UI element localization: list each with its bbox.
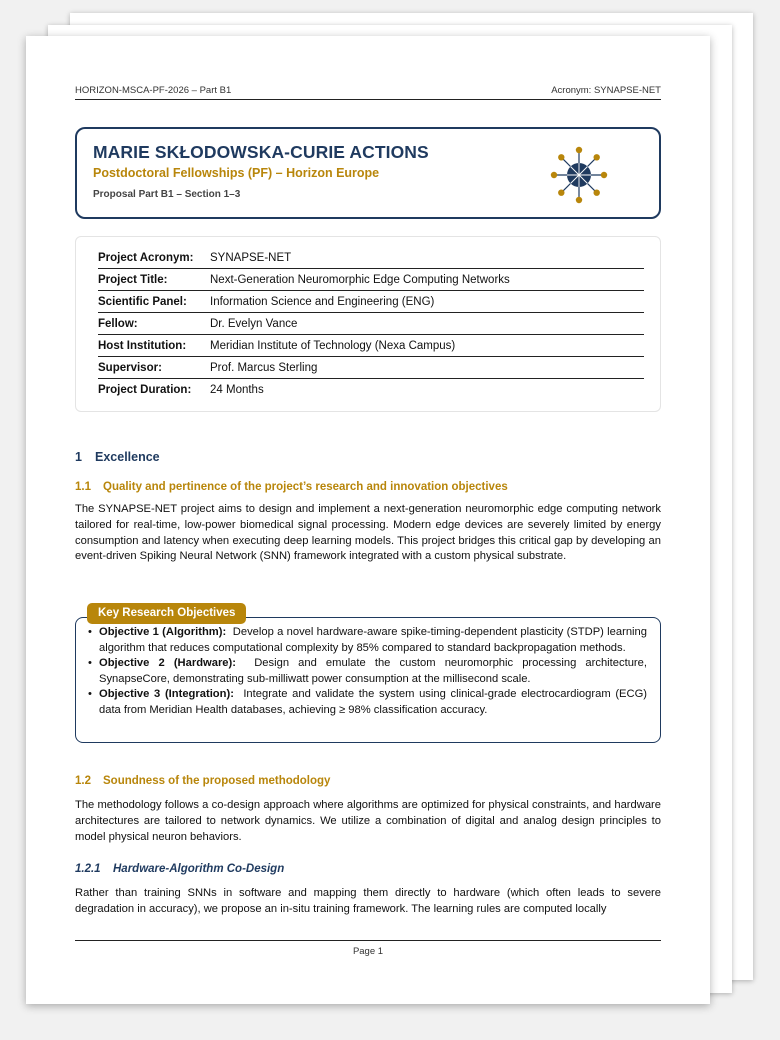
document-page — [26, 36, 710, 1004]
subsection-number: 1.1 — [75, 481, 91, 493]
header-call-id: HORIZON-MSCA-PF-2026 – Part B1 — [75, 85, 232, 96]
subsection-heading-methodology — [75, 775, 330, 787]
objective-text: Integrate and validate the system using clinical-grade electrocardiogram (ECG) data from Meridian Health databases, achieving ≥ 98% classification accuracy. — [99, 688, 648, 716]
page-number: Page 1 — [352, 946, 384, 957]
info-value: Meridian Institute of Technology (Nexa Campus) — [210, 335, 644, 357]
paragraph-methodology: The methodology follows a co-design approach where algorithms are optimized for physical constraints, and hardware architectures are tailored to network dynamics. We utilize a combination of digital and analog design principles to model physical neuron behaviors. — [75, 799, 661, 843]
table-row — [98, 269, 644, 291]
table-row — [98, 379, 644, 401]
info-value: Dr. Evelyn Vance — [210, 313, 644, 335]
footer-rule — [75, 940, 661, 941]
table-row — [98, 247, 644, 269]
subsubsection-number: 1.2.1 — [75, 863, 101, 875]
objective-text: Design and emulate the custom neuromorphic processing architecture, SynapseCore, demonstrating sub-milliwatt power consumption at the millisecond scale. — [99, 657, 647, 685]
running-header — [75, 85, 661, 100]
network-logo-icon — [549, 145, 609, 205]
subsection-heading-objectives — [75, 481, 508, 493]
section-title: Excellence — [95, 450, 160, 464]
list-item — [88, 687, 647, 718]
header-acronym: Acronym: SYNAPSE-NET — [551, 85, 661, 96]
paragraph-codesign: Rather than training SNNs in software and mapping them directly to hardware (which often leads to severe degradation in accuracy), we propose an in-situ training framework. The learning rules are computed locally — [75, 887, 661, 915]
table-row — [98, 313, 644, 335]
section-number: 1 — [75, 450, 82, 464]
info-value: 24 Months — [210, 383, 264, 396]
key-objectives-tag: Key Research Objectives — [87, 603, 246, 624]
info-key: Project Acronym: — [98, 247, 210, 269]
objective-label: Objective 1 (Algorithm): — [99, 626, 227, 638]
project-info-table — [98, 247, 644, 400]
programme-subtitle: Postdoctoral Fellowships (PF) – Horizon Europe — [93, 166, 380, 180]
title-box — [75, 127, 661, 219]
objective-text: Develop a novel hardware-aware spike-timing-dependent plasticity (STDP) learning algorithm that reduces computational complexity by 85% compared to standard backpropagation methods. — [99, 626, 647, 654]
info-key: Host Institution: — [98, 335, 210, 357]
info-value: Information Science and Engineering (ENG) — [210, 291, 644, 313]
subsubsection-title: Hardware-Algorithm Co-Design — [113, 863, 285, 875]
table-row — [98, 357, 644, 379]
table-row — [98, 291, 644, 313]
info-key: Project Duration: — [98, 383, 192, 396]
section-heading-excellence — [75, 450, 160, 464]
subsection-title: Soundness of the proposed methodology — [103, 775, 331, 787]
info-value: SYNAPSE-NET — [210, 247, 644, 269]
subsection-number: 1.2 — [75, 775, 91, 787]
info-key: Fellow: — [98, 313, 210, 335]
subsection-title: Quality and pertinence of the project’s research and innovation objectives — [103, 481, 508, 493]
info-key: Scientific Panel: — [98, 291, 210, 313]
objective-label: Objective 3 (Integration): — [99, 688, 234, 701]
subsubsection-heading-codesign — [75, 863, 284, 875]
info-value: Prof. Marcus Sterling — [210, 357, 644, 379]
programme-title: MARIE SKŁODOWSKA-CURIE ACTIONS — [93, 142, 429, 162]
paragraph-objectives: The SYNAPSE-NET project aims to design and implement a next-generation neuromorphic edge computing network tailored for real-time, low-power biomedical signal processing. Modern edge devices are severely limited by energy consumption and latency when executing deep learning models. This project bridges this critical gap by developing an event-driven Spiking Neural Network (SNN) framework integrated with a custom physical substrate. — [75, 503, 661, 563]
objective-label: Objective 2 (Hardware): — [99, 657, 236, 670]
list-item — [88, 656, 647, 687]
proposal-part: Proposal Part B1 – Section 1–3 — [93, 189, 241, 200]
info-key: Project Title: — [98, 269, 210, 291]
info-value: Next-Generation Neuromorphic Edge Computing Networks — [210, 269, 644, 291]
project-info-box — [75, 236, 661, 412]
list-item — [88, 625, 647, 656]
info-key: Supervisor: — [98, 357, 210, 379]
objectives-list — [88, 625, 647, 719]
table-row — [98, 335, 644, 357]
